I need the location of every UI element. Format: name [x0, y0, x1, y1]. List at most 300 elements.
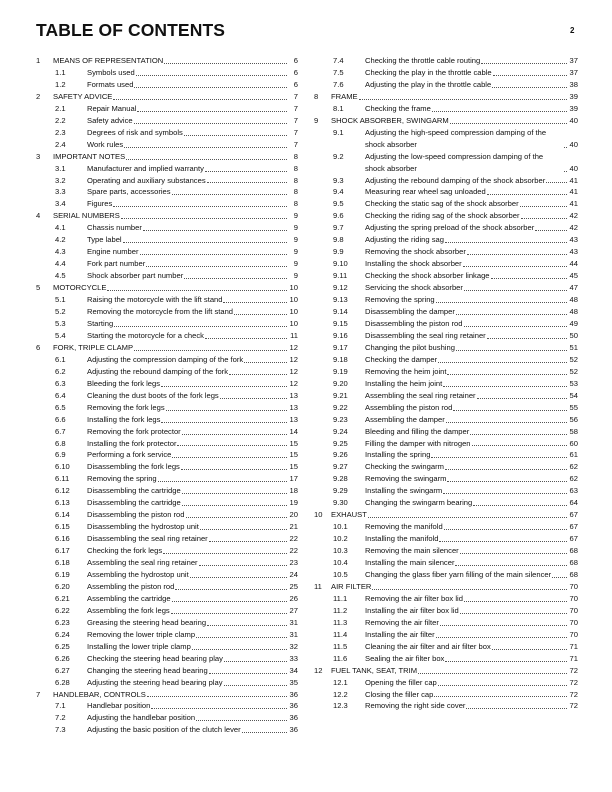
toc-section-entry[interactable] — [36, 617, 298, 629]
toc-entry-title: MOTORCYCLE — [53, 283, 107, 293]
dot-leader — [564, 147, 567, 148]
toc-entry-number: 9.8 — [333, 235, 344, 245]
toc-entry-title: Degrees of risk and symbols — [87, 127, 183, 137]
toc-section-entry[interactable] — [36, 521, 298, 533]
toc-entry-page: 55 — [569, 402, 578, 412]
toc-entry-number: 6.22 — [55, 605, 70, 615]
toc-section-entry[interactable] — [314, 461, 578, 473]
toc-entry-title: Disassembling the seal ring retainer — [87, 534, 208, 544]
dot-leader — [161, 422, 287, 423]
toc-section-entry[interactable] — [314, 414, 578, 426]
toc-section-entry[interactable] — [314, 306, 578, 318]
toc-entry-page: 58 — [569, 426, 578, 436]
toc-entry-title: Removing the manifold — [365, 522, 443, 532]
toc-section-entry[interactable] — [36, 79, 298, 91]
toc-entry-title: Opening the filler cap — [365, 677, 437, 687]
toc-section-entry[interactable] — [36, 724, 298, 736]
toc-section-entry[interactable] — [314, 593, 578, 605]
dot-leader — [447, 481, 567, 482]
toc-entry-page: 72 — [569, 701, 578, 711]
dot-leader — [224, 661, 287, 662]
toc-entry-page: 14 — [289, 426, 298, 436]
toc-section-entry[interactable] — [36, 390, 298, 402]
dot-leader — [146, 266, 287, 267]
toc-entry-number: 7.1 — [55, 701, 66, 711]
toc-entry-title: Removing the heim joint — [365, 366, 447, 376]
toc-entry-title: SAFETY ADVICE — [53, 91, 113, 101]
toc-section-entry[interactable] — [36, 378, 298, 390]
toc-entry-number: 3.3 — [55, 187, 66, 197]
toc-entry-number: 5.2 — [55, 307, 66, 317]
toc-entry-page: 6 — [293, 79, 298, 89]
toc-section-entry[interactable] — [314, 605, 578, 617]
dot-leader — [224, 685, 287, 686]
toc-entry-number: 8 — [314, 91, 319, 101]
dot-leader — [470, 434, 567, 435]
toc-section-entry[interactable] — [36, 198, 298, 210]
toc-section-entry[interactable] — [36, 581, 298, 593]
page-title: TABLE OF CONTENTS — [36, 20, 226, 40]
toc-section-entry[interactable] — [314, 67, 578, 79]
toc-entry-title: Formats used — [87, 79, 134, 89]
toc-section-entry[interactable] — [36, 653, 298, 665]
toc-entry-number: 9.14 — [333, 307, 348, 317]
toc-section-entry[interactable] — [314, 545, 578, 557]
toc-entry-page: 42 — [569, 223, 578, 233]
toc-entry-page: 9 — [293, 211, 298, 221]
dot-leader — [196, 637, 287, 638]
toc-section-entry[interactable] — [36, 426, 298, 438]
dot-leader — [552, 577, 567, 578]
toc-entry-number: 11.3 — [333, 617, 348, 627]
toc-entry-page: 7 — [293, 139, 298, 149]
toc-section-entry[interactable] — [36, 222, 298, 234]
toc-section-entry[interactable] — [36, 557, 298, 569]
toc-entry-title: Assembling the fork legs — [87, 605, 170, 615]
dot-leader — [434, 696, 567, 697]
toc-entry-number: 6.10 — [55, 462, 70, 472]
toc-entry-title: Installing the fork legs — [87, 414, 161, 424]
toc-entry-number: 6.11 — [55, 474, 70, 484]
dot-leader — [147, 696, 287, 697]
toc-entry-page: 13 — [289, 414, 298, 424]
toc-entry-number: 5.1 — [55, 295, 66, 305]
toc-entry-page: 52 — [569, 354, 578, 364]
toc-entry-title: Changing the swingarm bearing — [365, 498, 473, 508]
toc-entry-page: 70 — [569, 629, 578, 639]
dot-leader — [467, 254, 567, 255]
dot-leader — [535, 230, 567, 231]
toc-section-entry[interactable] — [314, 270, 578, 282]
toc-section-entry[interactable] — [314, 438, 578, 450]
toc-entry-title: Checking the riding sag of the shock absorber — [365, 211, 520, 221]
toc-entry-number: 9.19 — [333, 366, 348, 376]
toc-section-entry[interactable] — [36, 186, 298, 198]
toc-section-entry[interactable] — [314, 629, 578, 641]
toc-entry-number: 9.12 — [333, 283, 348, 293]
toc-chapter-entry[interactable] — [36, 342, 298, 354]
toc-entry-page: 10 — [289, 283, 298, 293]
toc-entry-title: Adjusting the rebound damping of the fork — [87, 366, 228, 376]
toc-section-entry[interactable] — [314, 378, 578, 390]
toc-section-entry[interactable] — [314, 677, 578, 689]
toc-section-entry[interactable] — [36, 677, 298, 689]
toc-section-entry[interactable] — [36, 605, 298, 617]
dot-leader — [487, 194, 567, 195]
toc-entry-page: 38 — [569, 79, 578, 89]
toc-entry-number: 6.8 — [55, 438, 66, 448]
toc-section-entry[interactable] — [36, 641, 298, 653]
toc-section-entry[interactable] — [36, 127, 298, 139]
dot-leader — [438, 362, 567, 363]
toc-section-entry[interactable] — [36, 509, 298, 521]
dot-leader — [171, 613, 287, 614]
toc-entry-page: 31 — [289, 629, 298, 639]
toc-entry-title: Assembling the piston rod — [87, 581, 175, 591]
toc-section-entry[interactable] — [36, 438, 298, 450]
toc-section-entry[interactable] — [36, 461, 298, 473]
toc-section-entry[interactable] — [314, 533, 578, 545]
toc-entry-title: Adjusting the spring preload of the shock absorber — [365, 223, 535, 233]
toc-entry-page: 41 — [569, 187, 578, 197]
toc-section-entry[interactable] — [314, 557, 578, 569]
toc-entry-number: 4 — [36, 211, 41, 221]
toc-section-entry[interactable] — [314, 151, 578, 175]
toc-entry-title: Fork part number — [87, 259, 146, 269]
toc-entry-number: 1 — [36, 56, 41, 65]
dot-leader — [487, 338, 567, 339]
toc-entry-page: 8 — [293, 199, 298, 209]
toc-chapter-entry[interactable] — [36, 91, 298, 103]
toc-entry-number: 9.4 — [333, 187, 344, 197]
dot-leader — [192, 649, 287, 650]
toc-section-entry[interactable] — [36, 545, 298, 557]
toc-entry-title: Disassembling the cartridge — [87, 486, 181, 496]
toc-entry-number: 6.13 — [55, 498, 70, 508]
toc-section-entry[interactable] — [314, 175, 578, 187]
toc-section-entry[interactable] — [36, 318, 298, 330]
toc-section-entry[interactable] — [36, 497, 298, 509]
toc-entry-number: 6.7 — [55, 426, 66, 436]
toc-entry-title: Removing the spring — [87, 474, 157, 484]
toc-entry-number: 6.15 — [55, 522, 70, 532]
toc-chapter-entry[interactable] — [314, 581, 578, 593]
toc-entry-page: 48 — [569, 307, 578, 317]
dot-leader — [234, 314, 287, 315]
dot-leader — [196, 720, 287, 721]
dot-leader — [134, 87, 287, 88]
toc-entry-title: Figures — [87, 199, 113, 209]
toc-section-entry[interactable] — [314, 79, 578, 91]
toc-entry-number: 8.1 — [333, 103, 344, 113]
dot-leader — [368, 517, 567, 518]
toc-entry-page: 34 — [289, 665, 298, 675]
toc-entry-title: Removing the motorcycle from the lift stand — [87, 307, 234, 317]
toc-entry-page: 20 — [289, 510, 298, 520]
toc-entry-title: Checking the throttle cable routing — [365, 56, 481, 65]
toc-entry-number: 7.3 — [55, 725, 66, 735]
toc-section-entry[interactable] — [36, 234, 298, 246]
dot-leader — [190, 577, 287, 578]
toc-entry-number: 9.17 — [333, 342, 348, 352]
toc-section-entry[interactable] — [314, 210, 578, 222]
toc-entry-number: 9.25 — [333, 438, 348, 448]
dot-leader — [151, 708, 287, 709]
toc-section-entry[interactable] — [314, 497, 578, 509]
dot-leader — [460, 613, 567, 614]
toc-entry-page: 36 — [289, 725, 298, 735]
toc-entry-page: 62 — [569, 474, 578, 484]
toc-entry-page: 22 — [289, 534, 298, 544]
toc-section-entry[interactable] — [36, 175, 298, 187]
toc-section-entry[interactable] — [314, 234, 578, 246]
toc-entry-page: 8 — [293, 175, 298, 185]
toc-section-entry[interactable] — [314, 198, 578, 210]
toc-entry-title: Removing the swingarm — [365, 474, 447, 484]
dot-leader — [521, 218, 568, 219]
toc-entry-title: Checking the frame — [365, 103, 431, 113]
dot-leader — [114, 326, 287, 327]
toc-chapter-entry[interactable] — [36, 210, 298, 222]
toc-section-entry[interactable] — [36, 294, 298, 306]
dot-leader — [172, 601, 287, 602]
toc-chapter-entry[interactable] — [314, 665, 578, 677]
toc-entry-number: 12.3 — [333, 701, 348, 711]
toc-entry-number: 10.3 — [333, 546, 348, 556]
dot-leader — [172, 457, 287, 458]
toc-section-entry[interactable] — [36, 103, 298, 115]
toc-entry-number: 9.16 — [333, 330, 348, 340]
toc-section-entry[interactable] — [36, 449, 298, 461]
toc-entry-page: 15 — [289, 462, 298, 472]
toc-section-entry[interactable] — [36, 473, 298, 485]
dot-leader — [473, 505, 567, 506]
toc-section-entry[interactable] — [36, 593, 298, 605]
toc-entry-number: 7.4 — [333, 56, 344, 65]
dot-leader — [466, 708, 567, 709]
toc-section-entry[interactable] — [36, 402, 298, 414]
dot-leader — [161, 386, 287, 387]
toc-section-entry[interactable] — [314, 390, 578, 402]
toc-entry-page: 71 — [569, 641, 578, 651]
toc-section-entry[interactable] — [314, 653, 578, 665]
toc-section-entry[interactable] — [314, 641, 578, 653]
toc-chapter-entry[interactable] — [36, 689, 298, 701]
toc-entry-number: 4.4 — [55, 259, 66, 269]
toc-entry-title: IMPORTANT NOTES — [53, 151, 126, 161]
toc-section-entry[interactable] — [36, 258, 298, 270]
dot-leader — [123, 242, 287, 243]
toc-entry-number: 9.21 — [333, 390, 348, 400]
toc-entry-number: 6.16 — [55, 534, 70, 544]
toc-section-entry[interactable] — [36, 139, 298, 151]
toc-entry-title: FRAME — [331, 91, 358, 101]
toc-section-entry[interactable] — [314, 258, 578, 270]
toc-section-entry[interactable] — [36, 414, 298, 426]
toc-entry-page: 56 — [569, 414, 578, 424]
toc-entry-number: 6.28 — [55, 677, 70, 687]
toc-section-entry[interactable] — [314, 294, 578, 306]
toc-section-entry[interactable] — [36, 665, 298, 677]
toc-section-entry[interactable] — [314, 282, 578, 294]
dot-leader — [464, 290, 567, 291]
toc-entry-number: 6.9 — [55, 450, 66, 460]
toc-entry-page: 50 — [569, 330, 578, 340]
toc-section-entry[interactable] — [314, 473, 578, 485]
dot-leader — [181, 469, 287, 470]
toc-section-entry[interactable] — [314, 700, 578, 712]
toc-section-entry[interactable] — [314, 55, 578, 67]
toc-section-entry[interactable] — [314, 485, 578, 497]
dot-leader — [205, 338, 287, 339]
toc-section-entry[interactable] — [36, 270, 298, 282]
toc-section-entry[interactable] — [314, 569, 578, 581]
toc-entry-title: Installing the main silencer — [365, 558, 455, 568]
toc-section-entry[interactable] — [314, 222, 578, 234]
toc-chapter-entry[interactable] — [314, 509, 578, 521]
toc-entry-number: 12.2 — [333, 689, 348, 699]
toc-entry-page: 9 — [293, 235, 298, 245]
toc-entry-number: 3 — [36, 151, 41, 161]
toc-entry-number: 6.26 — [55, 653, 70, 663]
toc-entry-number: 7.6 — [333, 79, 344, 89]
toc-entry-number: 6.23 — [55, 617, 70, 627]
toc-entry-page: 39 — [569, 91, 578, 101]
toc-section-entry[interactable] — [36, 485, 298, 497]
toc-section-entry[interactable] — [314, 521, 578, 533]
toc-entry-title: Performing a fork service — [87, 450, 172, 460]
toc-entry-title: Installing the shock absorber — [365, 259, 462, 269]
toc-entry-page: 36 — [289, 689, 298, 699]
toc-entry-page: 40 — [569, 115, 578, 125]
toc-chapter-entry[interactable] — [36, 151, 298, 163]
toc-entry-number: 7.2 — [55, 713, 66, 723]
toc-entry-title: Measuring rear wheel sag unloaded — [365, 187, 486, 197]
toc-section-entry[interactable] — [314, 402, 578, 414]
toc-entry-page: 7 — [293, 127, 298, 137]
dot-leader — [445, 469, 567, 470]
toc-section-entry[interactable] — [36, 306, 298, 318]
toc-entry-title: Manufacturer and implied warranty — [87, 163, 204, 173]
toc-entry-number: 11.1 — [333, 593, 348, 603]
toc-entry-page: 10 — [289, 318, 298, 328]
toc-entry-title: Operating and auxiliary substances — [87, 175, 206, 185]
toc-entry-title: Assembling the seal ring retainer — [365, 390, 476, 400]
toc-section-entry[interactable] — [314, 689, 578, 701]
toc-chapter-entry[interactable] — [36, 282, 298, 294]
toc-entry-title: SHOCK ABSORBER, SWINGARM — [331, 115, 449, 125]
toc-entry-page: 68 — [569, 558, 578, 568]
toc-chapter-entry[interactable] — [314, 115, 578, 127]
dot-leader — [453, 410, 567, 411]
toc-section-entry[interactable] — [314, 186, 578, 198]
toc-entry-title: Checking the damper — [365, 354, 438, 364]
dot-leader — [121, 218, 287, 219]
toc-section-entry[interactable] — [36, 533, 298, 545]
toc-section-entry[interactable] — [314, 246, 578, 258]
toc-entry-number: 6.1 — [55, 354, 66, 364]
toc-entry-number: 12 — [314, 665, 323, 675]
toc-entry-page: 37 — [569, 67, 578, 77]
toc-entry-page: 51 — [569, 342, 578, 352]
toc-section-entry[interactable] — [314, 366, 578, 378]
toc-entry-number: 3.2 — [55, 175, 66, 185]
toc-entry-page: 68 — [569, 569, 578, 579]
toc-entry-page: 70 — [569, 605, 578, 615]
toc-entry-title: Installing the manifold — [365, 534, 439, 544]
dot-leader — [443, 493, 567, 494]
toc-entry-title: EXHAUST — [331, 510, 367, 520]
dot-leader — [456, 350, 567, 351]
toc-entry-title: Cleaning the dust boots of the fork legs — [87, 390, 219, 400]
toc-entry-title: Disassembling the cartridge — [87, 498, 181, 508]
toc-section-entry[interactable] — [36, 700, 298, 712]
toc-entry-page: 39 — [569, 103, 578, 113]
toc-section-entry[interactable] — [314, 103, 578, 115]
toc-entry-number: 9.30 — [333, 498, 348, 508]
dot-leader — [164, 63, 287, 64]
toc-section-entry[interactable] — [314, 354, 578, 366]
toc-section-entry[interactable] — [36, 67, 298, 79]
toc-entry-title: Assembling the damper — [365, 414, 445, 424]
toc-entry-title: Removing the right side cover — [365, 701, 466, 711]
toc-section-entry[interactable] — [314, 426, 578, 438]
dot-leader — [464, 326, 567, 327]
toc-section-entry[interactable] — [36, 629, 298, 641]
toc-entry-page: 49 — [569, 318, 578, 328]
toc-section-entry[interactable] — [36, 163, 298, 175]
toc-entry-number: 9.28 — [333, 474, 348, 484]
toc-section-entry[interactable] — [36, 330, 298, 342]
toc-entry-page: 36 — [289, 701, 298, 711]
toc-entry-page: 35 — [289, 677, 298, 687]
toc-entry-page: 9 — [293, 271, 298, 281]
toc-entry-title: Assembling the cartridge — [87, 593, 171, 603]
toc-section-entry[interactable] — [314, 318, 578, 330]
toc-entry-number: 11.5 — [333, 641, 348, 651]
dot-leader — [126, 159, 287, 160]
toc-entry-number: 10.4 — [333, 558, 348, 568]
toc-entry-page: 11 — [290, 330, 298, 340]
toc-section-entry[interactable] — [314, 342, 578, 354]
toc-entry-page: 40 — [569, 139, 578, 149]
toc-entry-title: Disassembling the hydrostop unit — [87, 522, 199, 532]
toc-section-entry[interactable] — [314, 617, 578, 629]
toc-entry-page: 6 — [293, 67, 298, 77]
toc-section-entry[interactable] — [36, 115, 298, 127]
toc-chapter-entry[interactable] — [36, 55, 298, 67]
toc-entry-number: 6.27 — [55, 665, 70, 675]
toc-entry-page: 45 — [569, 271, 578, 281]
toc-chapter-entry[interactable] — [314, 91, 578, 103]
toc-entry-page: 8 — [293, 187, 298, 197]
toc-entry-page: 43 — [569, 247, 578, 257]
toc-entry-title: Adjusting the basic position of the clutch lever — [87, 725, 241, 735]
toc-section-entry[interactable] — [36, 366, 298, 378]
toc-entry-number: 11.6 — [333, 653, 348, 663]
toc-section-entry[interactable] — [36, 569, 298, 581]
toc-section-entry[interactable] — [36, 354, 298, 366]
toc-section-entry[interactable] — [314, 330, 578, 342]
toc-section-entry[interactable] — [314, 127, 578, 151]
toc-entry-title: Servicing the shock absorber — [365, 283, 463, 293]
toc-section-entry[interactable] — [36, 246, 298, 258]
dot-leader — [182, 493, 287, 494]
toc-section-entry[interactable] — [36, 712, 298, 724]
toc-section-entry[interactable] — [314, 449, 578, 461]
toc-entry-title: Changing the glass fiber yarn filling of the main silencer — [365, 569, 552, 579]
toc-entry-title: Engine number — [87, 247, 139, 257]
